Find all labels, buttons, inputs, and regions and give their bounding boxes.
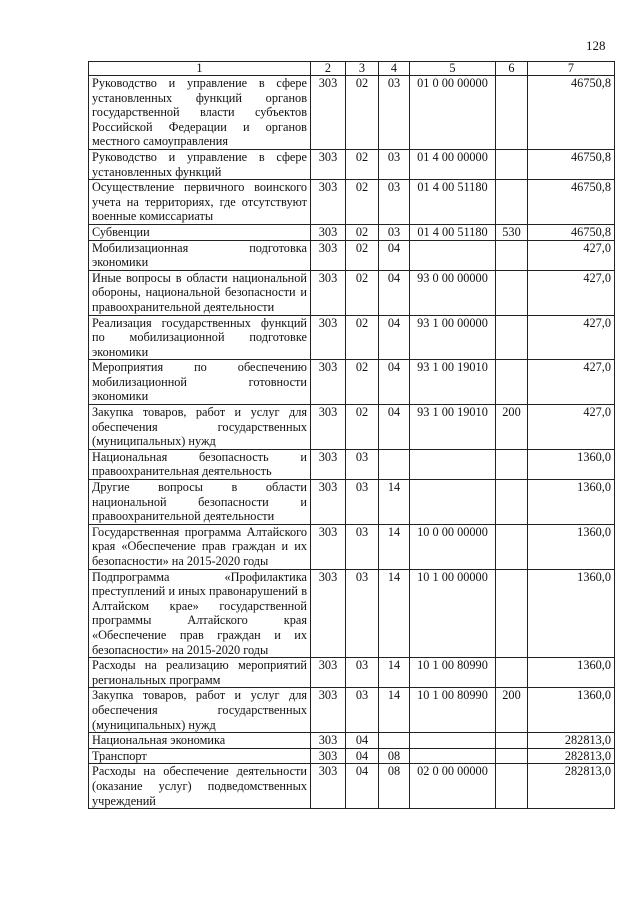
cell-sum: 427,0	[528, 240, 615, 270]
cell-rz: 303	[311, 764, 346, 809]
header-col-6: 6	[496, 62, 528, 76]
cell-vr: 10 1 00 80990	[410, 688, 496, 733]
cell-name: Другие вопросы в области национальной безопасности и правоохранительной деятельности	[89, 480, 311, 525]
table-row	[89, 180, 615, 225]
cell-sum: 1360,0	[528, 449, 615, 479]
cell-kvr: 530	[496, 224, 528, 240]
cell-pr: 02	[346, 224, 379, 240]
cell-rz: 303	[311, 688, 346, 733]
cell-kvr	[496, 569, 528, 658]
cell-csr: 14	[379, 524, 410, 569]
table-row	[89, 149, 615, 179]
cell-pr: 02	[346, 360, 379, 405]
cell-name: Закупка товаров, работ и услуг для обеспечения государственных (муниципальных) нужд	[89, 688, 311, 733]
cell-rz: 303	[311, 76, 346, 150]
cell-sum: 46750,8	[528, 76, 615, 150]
cell-pr: 03	[346, 480, 379, 525]
table-row	[89, 524, 615, 569]
cell-pr: 02	[346, 270, 379, 315]
cell-pr: 03	[346, 658, 379, 688]
cell-vr	[410, 449, 496, 479]
cell-pr: 03	[346, 688, 379, 733]
cell-csr	[379, 733, 410, 749]
header-col-1: 1	[89, 62, 311, 76]
cell-vr: 10 0 00 00000	[410, 524, 496, 569]
cell-vr: 93 1 00 19010	[410, 405, 496, 450]
cell-kvr	[496, 76, 528, 150]
cell-name: Мобилизационная подготовка экономики	[89, 240, 311, 270]
cell-vr: 01 4 00 00000	[410, 149, 496, 179]
cell-name: Транспорт	[89, 748, 311, 764]
cell-rz: 303	[311, 180, 346, 225]
cell-csr: 03	[379, 149, 410, 179]
cell-vr	[410, 733, 496, 749]
cell-kvr	[496, 149, 528, 179]
cell-rz: 303	[311, 315, 346, 360]
cell-kvr	[496, 270, 528, 315]
cell-csr: 14	[379, 480, 410, 525]
cell-pr: 04	[346, 748, 379, 764]
cell-sum: 1360,0	[528, 524, 615, 569]
cell-sum: 46750,8	[528, 149, 615, 179]
cell-vr	[410, 480, 496, 525]
table-row	[89, 688, 615, 733]
cell-csr: 04	[379, 240, 410, 270]
cell-name: Иные вопросы в области национальной обороны, национальной безопасности и правоохранительной деятельности	[89, 270, 311, 315]
cell-rz: 303	[311, 569, 346, 658]
cell-name: Субвенции	[89, 224, 311, 240]
cell-vr: 01 4 00 51180	[410, 180, 496, 225]
table-row	[89, 405, 615, 450]
cell-rz: 303	[311, 270, 346, 315]
cell-csr: 14	[379, 569, 410, 658]
cell-name: Подпрограмма «Профилактика преступлений и иных правонарушений в Алтайском крае» государственной программы Алтайского края «Обеспечение прав граждан и их безопасности» на 2015-2020 годы	[89, 569, 311, 658]
cell-rz: 303	[311, 149, 346, 179]
cell-pr: 04	[346, 764, 379, 809]
cell-rz: 303	[311, 449, 346, 479]
cell-csr: 14	[379, 688, 410, 733]
cell-kvr	[496, 240, 528, 270]
cell-pr: 02	[346, 315, 379, 360]
cell-kvr	[496, 480, 528, 525]
page-number: 128	[586, 38, 606, 53]
cell-rz: 303	[311, 240, 346, 270]
table-row	[89, 270, 615, 315]
cell-pr: 04	[346, 733, 379, 749]
cell-rz: 303	[311, 480, 346, 525]
cell-name: Расходы на реализацию мероприятий региональных программ	[89, 658, 311, 688]
cell-pr: 02	[346, 240, 379, 270]
cell-rz: 303	[311, 748, 346, 764]
cell-sum: 46750,8	[528, 224, 615, 240]
cell-pr: 02	[346, 76, 379, 150]
cell-kvr	[496, 658, 528, 688]
header-col-3: 3	[346, 62, 379, 76]
cell-csr: 03	[379, 180, 410, 225]
table-row	[89, 569, 615, 658]
table-row	[89, 76, 615, 150]
header-col-4: 4	[379, 62, 410, 76]
table-row	[89, 315, 615, 360]
cell-pr: 03	[346, 449, 379, 479]
table-row	[89, 658, 615, 688]
cell-pr: 02	[346, 149, 379, 179]
cell-sum: 1360,0	[528, 480, 615, 525]
header-col-5: 5	[410, 62, 496, 76]
cell-vr: 93 0 00 00000	[410, 270, 496, 315]
cell-pr: 02	[346, 180, 379, 225]
table-row	[89, 480, 615, 525]
cell-kvr	[496, 180, 528, 225]
cell-csr: 08	[379, 748, 410, 764]
cell-csr: 04	[379, 405, 410, 450]
cell-name: Расходы на обеспечение деятельности (оказание услуг) подведомственных учреждений	[89, 764, 311, 809]
cell-pr: 02	[346, 405, 379, 450]
cell-rz: 303	[311, 405, 346, 450]
cell-sum: 282813,0	[528, 764, 615, 809]
cell-vr	[410, 240, 496, 270]
cell-vr: 02 0 00 00000	[410, 764, 496, 809]
cell-sum: 427,0	[528, 270, 615, 315]
cell-name: Национальная экономика	[89, 733, 311, 749]
cell-csr: 08	[379, 764, 410, 809]
cell-rz: 303	[311, 658, 346, 688]
cell-csr	[379, 449, 410, 479]
cell-sum: 1360,0	[528, 569, 615, 658]
cell-kvr: 200	[496, 688, 528, 733]
cell-sum: 427,0	[528, 315, 615, 360]
table-row	[89, 360, 615, 405]
cell-name: Национальная безопасность и правоохранительная деятельность	[89, 449, 311, 479]
cell-vr	[410, 748, 496, 764]
cell-kvr	[496, 764, 528, 809]
cell-name: Реализация государственных функций по мобилизационной подготовке экономики	[89, 315, 311, 360]
cell-sum: 1360,0	[528, 658, 615, 688]
cell-csr: 14	[379, 658, 410, 688]
cell-sum: 282813,0	[528, 748, 615, 764]
cell-csr: 03	[379, 76, 410, 150]
cell-name: Закупка товаров, работ и услуг для обеспечения государственных (муниципальных) нужд	[89, 405, 311, 450]
cell-csr: 04	[379, 360, 410, 405]
cell-kvr	[496, 315, 528, 360]
cell-sum: 282813,0	[528, 733, 615, 749]
header-row	[89, 62, 615, 76]
cell-rz: 303	[311, 360, 346, 405]
cell-kvr	[496, 360, 528, 405]
table-row	[89, 449, 615, 479]
cell-vr: 93 1 00 00000	[410, 315, 496, 360]
cell-csr: 04	[379, 270, 410, 315]
cell-vr: 10 1 00 00000	[410, 569, 496, 658]
cell-name: Осуществление первичного воинского учета на территориях, где отсутствуют военные комиссариаты	[89, 180, 311, 225]
cell-vr: 01 0 00 00000	[410, 76, 496, 150]
cell-vr: 10 1 00 80990	[410, 658, 496, 688]
cell-pr: 03	[346, 524, 379, 569]
table-row	[89, 748, 615, 764]
cell-kvr: 200	[496, 405, 528, 450]
cell-vr: 93 1 00 19010	[410, 360, 496, 405]
cell-rz: 303	[311, 733, 346, 749]
cell-rz: 303	[311, 224, 346, 240]
table-row	[89, 224, 615, 240]
cell-kvr	[496, 449, 528, 479]
header-col-2: 2	[311, 62, 346, 76]
cell-csr: 03	[379, 224, 410, 240]
header-col-7: 7	[528, 62, 615, 76]
table-row	[89, 764, 615, 809]
cell-sum: 427,0	[528, 405, 615, 450]
cell-name: Мероприятия по обеспечению мобилизационной готовности экономики	[89, 360, 311, 405]
cell-name: Государственная программа Алтайского края «Обеспечение прав граждан и их безопасности» на 2015-2020 годы	[89, 524, 311, 569]
cell-pr: 03	[346, 569, 379, 658]
cell-kvr	[496, 748, 528, 764]
cell-kvr	[496, 733, 528, 749]
cell-csr: 04	[379, 315, 410, 360]
table-row	[89, 240, 615, 270]
cell-vr: 01 4 00 51180	[410, 224, 496, 240]
cell-sum: 427,0	[528, 360, 615, 405]
cell-kvr	[496, 524, 528, 569]
cell-name: Руководство и управление в сфере установленных функций	[89, 149, 311, 179]
cell-rz: 303	[311, 524, 346, 569]
cell-sum: 1360,0	[528, 688, 615, 733]
cell-sum: 46750,8	[528, 180, 615, 225]
table-row	[89, 733, 615, 749]
budget-table	[88, 61, 615, 809]
cell-name: Руководство и управление в сфере установленных функций органов государственной власти субъектов Российской Федерации и органов местного самоуправления	[89, 76, 311, 150]
